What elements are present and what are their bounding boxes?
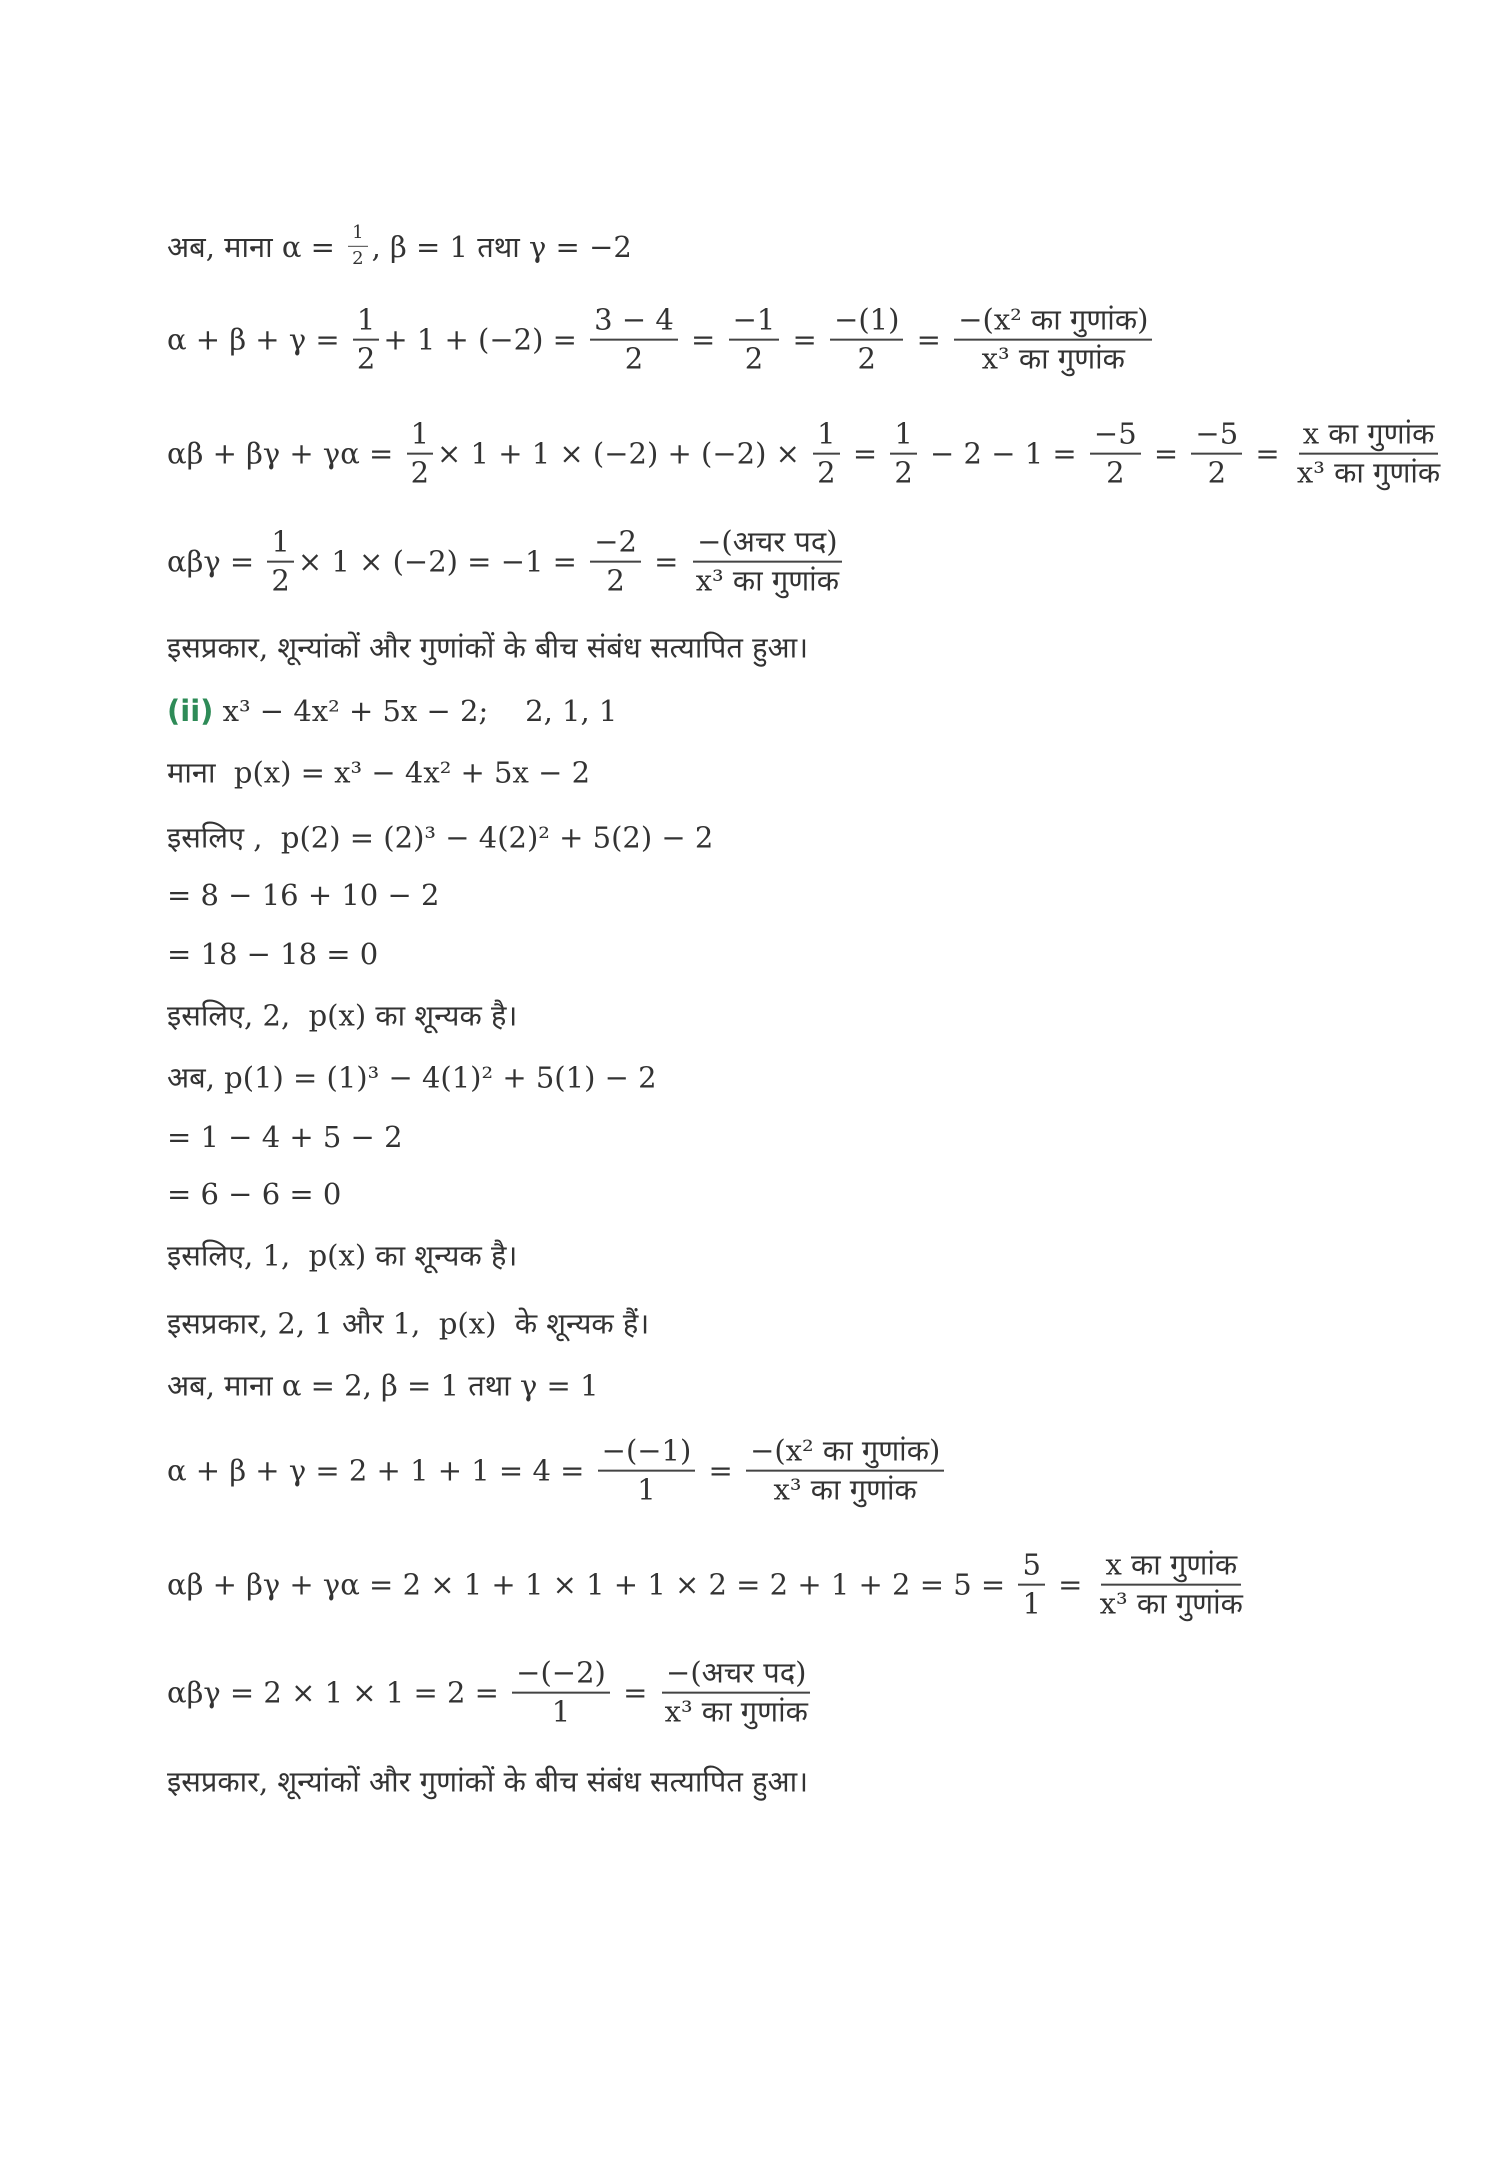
text-segment: = xyxy=(783,323,827,357)
text-segment: αβ + βγ + γα = xyxy=(167,437,403,471)
fraction xyxy=(512,1657,610,1730)
fraction xyxy=(1096,1549,1247,1622)
fraction xyxy=(954,304,1152,377)
text-line xyxy=(167,753,590,792)
text-line xyxy=(167,1762,808,1801)
numerator: −2 xyxy=(590,526,641,563)
denominator: x³ का गुणांक xyxy=(981,342,1125,376)
numerator: 1 xyxy=(267,526,293,563)
fraction xyxy=(267,526,293,599)
fraction xyxy=(1191,418,1242,491)
text-segment: − 2 − 1 = xyxy=(920,437,1086,471)
text-segment: अब, p(1) = (1)³ − 4(1)² + 5(1) − 2 xyxy=(167,1060,657,1095)
numerator: −5 xyxy=(1090,418,1141,455)
text-segment: αβγ = 2 × 1 × 1 = 2 = xyxy=(167,1676,509,1710)
denominator: 2 xyxy=(894,456,913,490)
numerator: −(−1) xyxy=(598,1435,696,1472)
fraction xyxy=(813,418,839,491)
text-line xyxy=(167,1435,948,1508)
fraction xyxy=(590,526,641,599)
denominator: 2 xyxy=(744,342,764,376)
text-segment: इसप्रकार, शून्यांकों और गुणांकों के बीच संबंध सत्यापित हुआ। xyxy=(167,1764,809,1799)
text-line xyxy=(167,1120,403,1154)
text-line xyxy=(167,996,517,1035)
fraction xyxy=(590,304,678,377)
fraction xyxy=(1293,418,1444,491)
text-segment: = 1 − 4 + 5 − 2 xyxy=(167,1120,403,1154)
numerator: 5 xyxy=(1018,1549,1044,1586)
text-segment: = xyxy=(907,323,951,357)
numerator: 1 xyxy=(407,418,433,455)
text-segment: , β = 1 तथा γ = −2 xyxy=(371,229,632,264)
denominator: x³ का गुणांक xyxy=(773,1473,917,1507)
text-segment: α + β + γ = 2 + 1 + 1 = 4 = xyxy=(167,1454,594,1488)
denominator: 2 xyxy=(410,456,430,490)
text-line xyxy=(167,937,378,971)
text-segment: = xyxy=(1246,437,1289,471)
numerator: x का गुणांक xyxy=(1299,418,1439,455)
numerator: −(अचर पद) xyxy=(662,1657,810,1694)
numerator: −(x² का गुणांक) xyxy=(746,1435,944,1472)
denominator: 2 xyxy=(356,342,376,376)
denominator: 1 xyxy=(551,1695,571,1729)
text-segment: × 1 × (−2) = −1 = xyxy=(297,545,587,579)
denominator: x³ का गुणांक xyxy=(1099,1587,1243,1621)
numerator: −(x² का गुणांक) xyxy=(954,304,1152,341)
denominator: 1 xyxy=(637,1473,656,1507)
text-segment: = xyxy=(644,545,688,579)
fraction xyxy=(729,304,780,377)
text-segment: इसप्रकार, 2, 1 और 1, p(x) के शून्यक हैं। xyxy=(167,1306,650,1341)
text-segment: = xyxy=(613,1676,657,1710)
text-segment: x³ − 4x² + 5x − 2; 2, 1, 1 xyxy=(213,694,618,728)
numerator: 1 xyxy=(348,223,367,247)
fraction xyxy=(598,1435,696,1508)
part-label: (ii) xyxy=(167,694,214,728)
numerator: 3 − 4 xyxy=(590,304,678,341)
text-line xyxy=(167,1177,341,1211)
denominator: x³ का गुणांक xyxy=(1296,456,1441,490)
numerator: −(अचर पद) xyxy=(693,526,841,563)
denominator: 1 xyxy=(1022,1587,1041,1621)
fraction xyxy=(890,418,916,491)
text-line xyxy=(167,418,1448,491)
text-segment: αβ + βγ + γα = 2 × 1 + 1 × 1 + 1 × 2 = 2 + 1 + 2 = 5 = xyxy=(167,1568,1015,1602)
text-segment: = 6 − 6 = 0 xyxy=(167,1177,342,1211)
text-segment: α + β + γ = xyxy=(167,323,349,357)
text-line xyxy=(167,1058,657,1097)
text-segment: माना p(x) = x³ − 4x² + 5x − 2 xyxy=(167,755,591,790)
denominator: x³ का गुणांक xyxy=(664,1695,808,1729)
text-segment: = xyxy=(699,1454,743,1488)
text-line xyxy=(167,694,617,728)
text-segment: = xyxy=(1144,437,1188,471)
denominator: 2 xyxy=(352,247,364,269)
fraction xyxy=(692,526,843,599)
text-line xyxy=(167,878,439,912)
text-segment: अब, माना α = xyxy=(167,229,345,264)
denominator: 2 xyxy=(857,342,876,376)
denominator: x³ का गुणांक xyxy=(695,564,839,598)
numerator: −5 xyxy=(1191,418,1242,455)
denominator: 2 xyxy=(817,456,836,490)
text-segment: इसप्रकार, शून्यांकों और गुणांकों के बीच संबंध सत्यापित हुआ। xyxy=(167,630,809,665)
fraction xyxy=(348,223,367,269)
denominator: 2 xyxy=(624,342,644,376)
numerator: −1 xyxy=(729,304,780,341)
text-segment: = xyxy=(681,323,725,357)
text-line xyxy=(167,1366,599,1405)
text-segment: = xyxy=(843,437,887,471)
text-segment: αβγ = xyxy=(167,545,264,579)
fraction xyxy=(661,1657,812,1730)
fraction xyxy=(1018,1549,1044,1622)
text-segment: इसलिए, 1, p(x) का शून्यक है। xyxy=(167,1238,518,1273)
text-line xyxy=(167,1549,1251,1622)
text-line xyxy=(167,526,847,599)
text-line xyxy=(167,1304,649,1343)
denominator: 2 xyxy=(1106,456,1125,490)
text-segment: × 1 + 1 × (−2) + (−2) × xyxy=(437,437,810,471)
denominator: 2 xyxy=(271,564,290,598)
text-segment: = 18 − 18 = 0 xyxy=(167,937,379,971)
numerator: 1 xyxy=(353,304,379,341)
fraction xyxy=(746,1435,944,1508)
denominator: 2 xyxy=(1207,456,1227,490)
numerator: 1 xyxy=(890,418,916,455)
numerator: 1 xyxy=(813,418,839,455)
text-line xyxy=(167,628,808,667)
numerator: −(−2) xyxy=(512,1657,610,1694)
text-segment: अब, माना α = 2, β = 1 तथा γ = 1 xyxy=(167,1368,599,1403)
numerator: −(1) xyxy=(830,304,903,341)
text-line xyxy=(167,1236,517,1275)
text-segment: इसलिए, 2, p(x) का शून्यक है। xyxy=(167,998,518,1033)
text-line xyxy=(167,304,1156,377)
text-segment: इसलिए , p(2) = (2)³ − 4(2)² + 5(2) − 2 xyxy=(167,820,714,855)
text-line xyxy=(167,1657,816,1730)
denominator: 2 xyxy=(606,564,625,598)
fraction xyxy=(407,418,433,491)
text-line xyxy=(167,223,632,269)
text-segment: = xyxy=(1048,1568,1092,1602)
numerator: x का गुणांक xyxy=(1101,1549,1241,1586)
text-segment: + 1 + (−2) = xyxy=(383,323,587,357)
fraction xyxy=(353,304,379,377)
text-segment: = 8 − 16 + 10 − 2 xyxy=(167,878,440,912)
fraction xyxy=(1090,418,1141,491)
fraction xyxy=(830,304,903,377)
text-line xyxy=(167,818,713,857)
